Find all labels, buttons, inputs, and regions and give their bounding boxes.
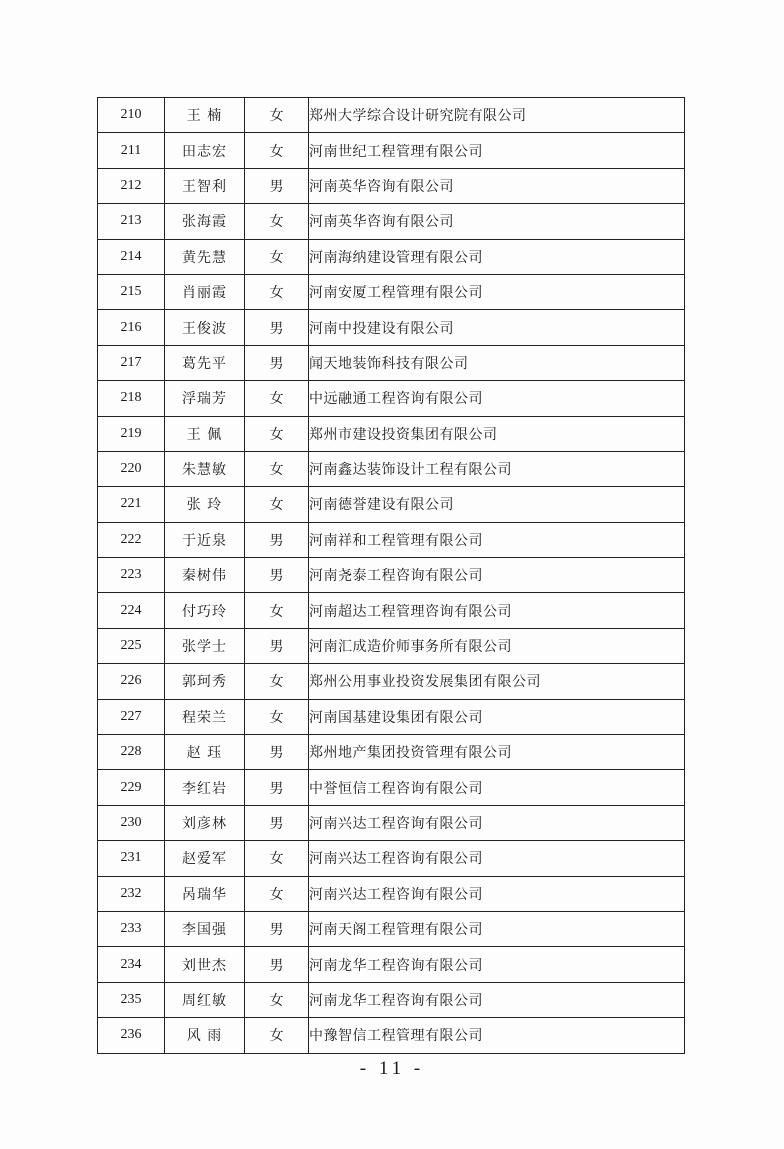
organization-cell: 河南安厦工程管理有限公司 [309, 274, 685, 309]
organization-cell: 中远融通工程咨询有限公司 [309, 381, 685, 416]
row-number-cell: 212 [98, 168, 165, 203]
gender-cell: 女 [245, 664, 309, 699]
organization-cell: 郑州地产集团投资管理有限公司 [309, 735, 685, 770]
roster-table-body [98, 98, 685, 1054]
row-number-cell: 231 [98, 841, 165, 876]
table-row [98, 98, 685, 133]
table-row [98, 593, 685, 628]
gender-cell: 女 [245, 982, 309, 1017]
gender-cell: 女 [245, 699, 309, 734]
row-number-cell: 211 [98, 133, 165, 168]
table-row [98, 204, 685, 239]
row-number-cell: 236 [98, 1018, 165, 1053]
table-row [98, 310, 685, 345]
row-number-cell: 220 [98, 451, 165, 486]
organization-cell: 河南汇成造价师事务所有限公司 [309, 628, 685, 663]
row-number-cell: 225 [98, 628, 165, 663]
gender-cell: 女 [245, 274, 309, 309]
person-name-cell: 王 佩 [165, 416, 245, 451]
organization-cell: 中豫智信工程管理有限公司 [309, 1018, 685, 1053]
person-name-cell: 赵爱军 [165, 841, 245, 876]
person-name-cell: 刘彦林 [165, 805, 245, 840]
row-number-cell: 216 [98, 310, 165, 345]
table-row [98, 911, 685, 946]
gender-cell: 女 [245, 133, 309, 168]
row-number-cell: 235 [98, 982, 165, 1017]
row-number-cell: 221 [98, 487, 165, 522]
organization-cell: 郑州市建设投资集团有限公司 [309, 416, 685, 451]
gender-cell: 男 [245, 168, 309, 203]
organization-cell: 河南鑫达装饰设计工程有限公司 [309, 451, 685, 486]
gender-cell: 男 [245, 345, 309, 380]
person-name-cell: 王 楠 [165, 98, 245, 133]
organization-cell: 河南英华咨询有限公司 [309, 168, 685, 203]
table-row [98, 558, 685, 593]
table-row [98, 664, 685, 699]
gender-cell: 男 [245, 947, 309, 982]
person-name-cell: 王智利 [165, 168, 245, 203]
person-name-cell: 张学士 [165, 628, 245, 663]
gender-cell: 女 [245, 876, 309, 911]
row-number-cell: 232 [98, 876, 165, 911]
table-row [98, 168, 685, 203]
person-name-cell: 张 玲 [165, 487, 245, 522]
table-row [98, 451, 685, 486]
table-row [98, 982, 685, 1017]
organization-cell: 河南德誉建设有限公司 [309, 487, 685, 522]
gender-cell: 女 [245, 381, 309, 416]
row-number-cell: 217 [98, 345, 165, 380]
row-number-cell: 227 [98, 699, 165, 734]
organization-cell: 河南祥和工程管理有限公司 [309, 522, 685, 557]
gender-cell: 女 [245, 416, 309, 451]
organization-cell: 河南龙华工程咨询有限公司 [309, 982, 685, 1017]
organization-cell: 河南国基建设集团有限公司 [309, 699, 685, 734]
table-row [98, 239, 685, 274]
person-name-cell: 秦树伟 [165, 558, 245, 593]
gender-cell: 男 [245, 558, 309, 593]
table-row [98, 133, 685, 168]
gender-cell: 女 [245, 239, 309, 274]
person-name-cell: 呙瑞华 [165, 876, 245, 911]
gender-cell: 女 [245, 487, 309, 522]
gender-cell: 男 [245, 735, 309, 770]
table-row [98, 381, 685, 416]
organization-cell: 河南天阁工程管理有限公司 [309, 911, 685, 946]
person-name-cell: 肖丽霞 [165, 274, 245, 309]
row-number-cell: 215 [98, 274, 165, 309]
row-number-cell: 223 [98, 558, 165, 593]
organization-cell: 河南尧泰工程咨询有限公司 [309, 558, 685, 593]
table-row [98, 947, 685, 982]
person-name-cell: 周红敏 [165, 982, 245, 1017]
organization-cell: 河南世纪工程管理有限公司 [309, 133, 685, 168]
row-number-cell: 214 [98, 239, 165, 274]
gender-cell: 男 [245, 310, 309, 345]
organization-cell: 河南兴达工程咨询有限公司 [309, 805, 685, 840]
table-row [98, 416, 685, 451]
row-number-cell: 210 [98, 98, 165, 133]
organization-cell: 河南龙华工程咨询有限公司 [309, 947, 685, 982]
gender-cell: 男 [245, 770, 309, 805]
organization-cell: 河南超达工程管理咨询有限公司 [309, 593, 685, 628]
person-name-cell: 葛先平 [165, 345, 245, 380]
row-number-cell: 230 [98, 805, 165, 840]
person-name-cell: 王俊波 [165, 310, 245, 345]
row-number-cell: 222 [98, 522, 165, 557]
person-name-cell: 程荣兰 [165, 699, 245, 734]
organization-cell: 郑州大学综合设计研究院有限公司 [309, 98, 685, 133]
organization-cell: 河南海纳建设管理有限公司 [309, 239, 685, 274]
person-name-cell: 李国强 [165, 911, 245, 946]
organization-cell: 河南英华咨询有限公司 [309, 204, 685, 239]
row-number-cell: 229 [98, 770, 165, 805]
person-name-cell: 付巧玲 [165, 593, 245, 628]
table-row [98, 876, 685, 911]
table-row [98, 841, 685, 876]
row-number-cell: 233 [98, 911, 165, 946]
table-row [98, 345, 685, 380]
page-number: - 11 - [359, 1058, 425, 1079]
row-number-cell: 226 [98, 664, 165, 699]
gender-cell: 男 [245, 805, 309, 840]
gender-cell: 男 [245, 911, 309, 946]
row-number-cell: 218 [98, 381, 165, 416]
person-name-cell: 郭珂秀 [165, 664, 245, 699]
row-number-cell: 224 [98, 593, 165, 628]
gender-cell: 女 [245, 451, 309, 486]
organization-cell: 河南中投建设有限公司 [309, 310, 685, 345]
table-row [98, 487, 685, 522]
person-name-cell: 朱慧敏 [165, 451, 245, 486]
table-row [98, 735, 685, 770]
gender-cell: 女 [245, 204, 309, 239]
gender-cell: 女 [245, 1018, 309, 1053]
person-name-cell: 张海霞 [165, 204, 245, 239]
row-number-cell: 213 [98, 204, 165, 239]
organization-cell: 河南兴达工程咨询有限公司 [309, 841, 685, 876]
table-row [98, 699, 685, 734]
gender-cell: 男 [245, 628, 309, 663]
gender-cell: 女 [245, 98, 309, 133]
person-name-cell: 刘世杰 [165, 947, 245, 982]
person-name-cell: 李红岩 [165, 770, 245, 805]
person-name-cell: 于近泉 [165, 522, 245, 557]
person-name-cell: 赵 珏 [165, 735, 245, 770]
person-name-cell: 黄先慧 [165, 239, 245, 274]
row-number-cell: 228 [98, 735, 165, 770]
person-name-cell: 浮瑞芳 [165, 381, 245, 416]
table-row [98, 274, 685, 309]
roster-table [97, 97, 685, 1054]
organization-cell: 中誉恒信工程咨询有限公司 [309, 770, 685, 805]
table-row [98, 522, 685, 557]
person-name-cell: 田志宏 [165, 133, 245, 168]
table-row [98, 1018, 685, 1053]
gender-cell: 男 [245, 522, 309, 557]
row-number-cell: 234 [98, 947, 165, 982]
table-row [98, 805, 685, 840]
organization-cell: 郑州公用事业投资发展集团有限公司 [309, 664, 685, 699]
person-name-cell: 风 雨 [165, 1018, 245, 1053]
table-row [98, 770, 685, 805]
table-row [98, 628, 685, 663]
organization-cell: 河南兴达工程咨询有限公司 [309, 876, 685, 911]
gender-cell: 女 [245, 841, 309, 876]
gender-cell: 女 [245, 593, 309, 628]
row-number-cell: 219 [98, 416, 165, 451]
organization-cell: 闻天地装饰科技有限公司 [309, 345, 685, 380]
